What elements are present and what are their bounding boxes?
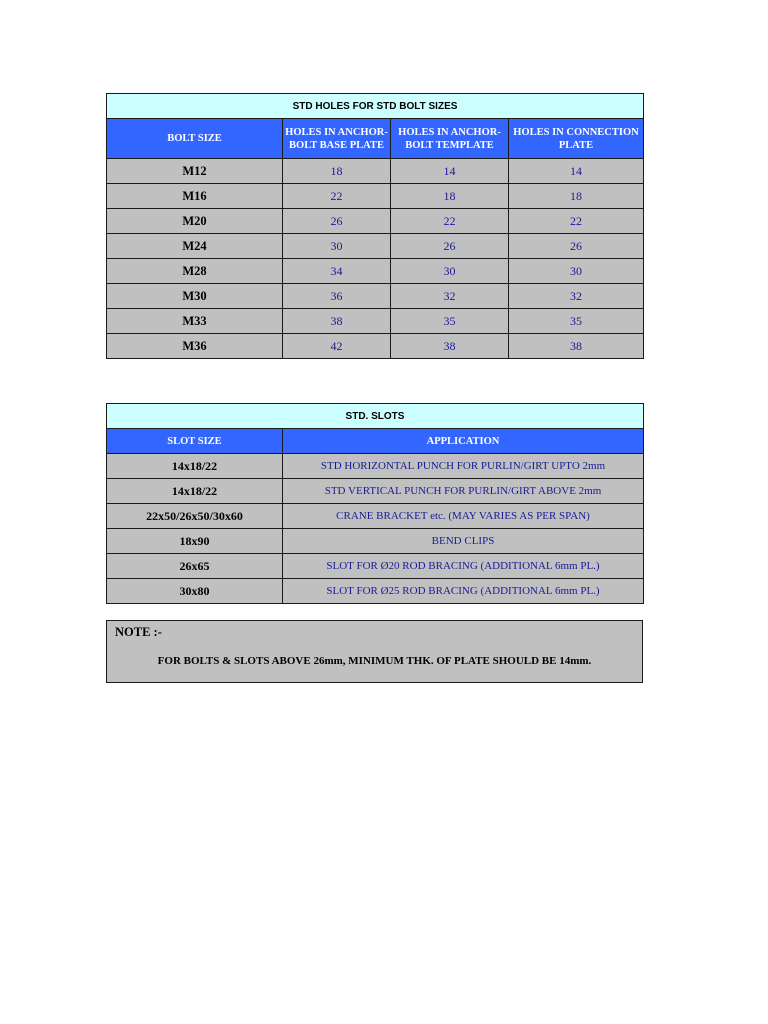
holes-table-body [107,159,644,359]
slots-table [106,403,644,604]
bolt-row [107,234,644,259]
slot-row [107,554,644,579]
value-cell: 14 [391,159,509,184]
size-cell: M24 [107,234,283,259]
value-cell: 36 [283,284,391,309]
slots-table-body [107,454,644,604]
slot-row [107,504,644,529]
bolt-row [107,334,644,359]
size-cell: 14x18/22 [107,479,283,504]
value-cell: 26 [283,209,391,234]
value-cell: 26 [509,234,644,259]
value-cell: 38 [283,309,391,334]
value-cell: 32 [509,284,644,309]
slots-table-title: STD. SLOTS [107,404,644,429]
size-cell: 22x50/26x50/30x60 [107,504,283,529]
holes-title-row [107,94,644,119]
size-cell: M30 [107,284,283,309]
value-cell: 34 [283,259,391,284]
bolt-row [107,184,644,209]
holes-header-row [107,119,644,159]
value-cell: 30 [283,234,391,259]
bolt-row [107,159,644,184]
slot-row [107,454,644,479]
value-cell: STD VERTICAL PUNCH FOR PURLIN/GIRT ABOVE 2mm [283,479,644,504]
size-cell: M28 [107,259,283,284]
value-cell: 22 [391,209,509,234]
holes-table-title: STD HOLES FOR STD BOLT SIZES [107,94,644,119]
header-slot-size: SLOT SIZE [107,429,283,454]
value-cell: 18 [391,184,509,209]
bolt-row [107,284,644,309]
header-application: APPLICATION [283,429,644,454]
note-title: NOTE :- [115,625,162,639]
slot-row [107,529,644,554]
value-cell: 18 [509,184,644,209]
size-cell: M16 [107,184,283,209]
note-text: FOR BOLTS & SLOTS ABOVE 26mm, MINIMUM THK. OF PLATE SHOULD BE 14mm. [157,655,592,667]
bolt-row [107,259,644,284]
bolt-row [107,209,644,234]
value-cell: 35 [509,309,644,334]
header-anchor-template: HOLES IN ANCHOR-BOLT TEMPLATE [391,119,509,159]
slot-row [107,479,644,504]
header-connection-plate: HOLES IN CONNECTION PLATE [509,119,644,159]
size-cell: M33 [107,309,283,334]
size-cell: 30x80 [107,579,283,604]
value-cell: SLOT FOR Ø25 ROD BRACING (ADDITIONAL 6mm PL.) [283,579,644,604]
value-cell: 22 [509,209,644,234]
value-cell: 38 [509,334,644,359]
slots-header-row [107,429,644,454]
value-cell: 38 [391,334,509,359]
value-cell: 22 [283,184,391,209]
size-cell: 18x90 [107,529,283,554]
value-cell: 18 [283,159,391,184]
value-cell: 26 [391,234,509,259]
slots-title-row [107,404,644,429]
header-anchor-base-plate: HOLES IN ANCHOR-BOLT BASE PLATE [283,119,391,159]
value-cell: 35 [391,309,509,334]
size-cell: M36 [107,334,283,359]
value-cell: SLOT FOR Ø20 ROD BRACING (ADDITIONAL 6mm PL.) [283,554,644,579]
value-cell: CRANE BRACKET etc. (MAY VARIES AS PER SPAN) [283,504,644,529]
value-cell: 30 [509,259,644,284]
holes-table [106,93,644,359]
bolt-row [107,309,644,334]
value-cell: 30 [391,259,509,284]
header-bolt-size: BOLT SIZE [107,119,283,159]
value-cell: 32 [391,284,509,309]
value-cell: BEND CLIPS [283,529,644,554]
size-cell: 14x18/22 [107,454,283,479]
size-cell: M20 [107,209,283,234]
value-cell: STD HORIZONTAL PUNCH FOR PURLIN/GIRT UPTO 2mm [283,454,644,479]
note-box [106,620,643,683]
value-cell: 14 [509,159,644,184]
size-cell: M12 [107,159,283,184]
value-cell: 42 [283,334,391,359]
size-cell: 26x65 [107,554,283,579]
slot-row [107,579,644,604]
